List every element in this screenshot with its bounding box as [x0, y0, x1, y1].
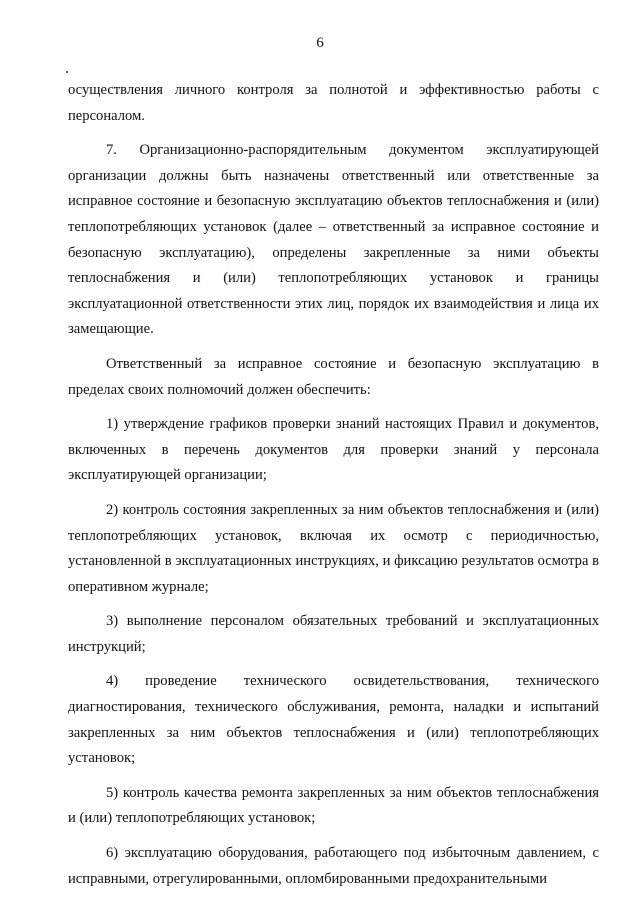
document-body	[68, 78, 599, 892]
paragraph-continuation: осуществления личного контроля за полнотой и эффективностью работы с персоналом.	[68, 82, 599, 124]
list-item-1: 1) утверждение графиков проверки знаний настоящих Правил и документов, включенных в перечень документов для проверки знаний у персонала эксплуатирующей организации;	[68, 416, 599, 484]
list-item-5: 5) контроль качества ремонта закрепленных за ним объектов теплоснабжения и (или) теплопотребляющих установок;	[68, 784, 599, 827]
list-item-4: 4) проведение технического освидетельствования, технического диагностирования, технического обслуживания, ремонта, наладки и испытаний закрепленных за ним объектов теплоснабжения и (или) теплопотребляющих установок;	[68, 673, 599, 767]
list-item-6: 6) эксплуатацию оборудования, работающего под избыточным давлением, с исправными, отрегулированными, опломбированными предохранительными	[68, 845, 599, 887]
paragraph-item-7: 7. Организационно-распорядительным документом эксплуатирующей организации должны быть назначены ответственный или ответственные за исправное состояние и безопасную эксплуатацию объектов теплоснабжения и (или) теплопотребляющих установок (далее – ответственный за исправное состояние и безопасную эксплуатацию), определены закрепленные за ними объекты теплоснабжения и (или) теплопотребляющих установок и границы эксплуатационной ответственности этих лиц, порядок их взаимодействия и лица их замещающие.	[68, 142, 599, 338]
page-number: 6	[316, 35, 324, 51]
scan-speck	[66, 71, 68, 73]
list-item-2: 2) контроль состояния закрепленных за ним объектов теплоснабжения и (или) теплопотребляющих установок, включая их осмотр с периодичностью, установленной в эксплуатационных инструкциях, и фиксацию результатов осмотра в оперативном журнале;	[68, 501, 599, 595]
list-item-3: 3) выполнение персоналом обязательных требований и эксплуатационных инструкций;	[68, 613, 599, 655]
paragraph-responsible-duties: Ответственный за исправное состояние и безопасную эксплуатацию в пределах своих полномочий должен обеспечить:	[68, 355, 599, 398]
